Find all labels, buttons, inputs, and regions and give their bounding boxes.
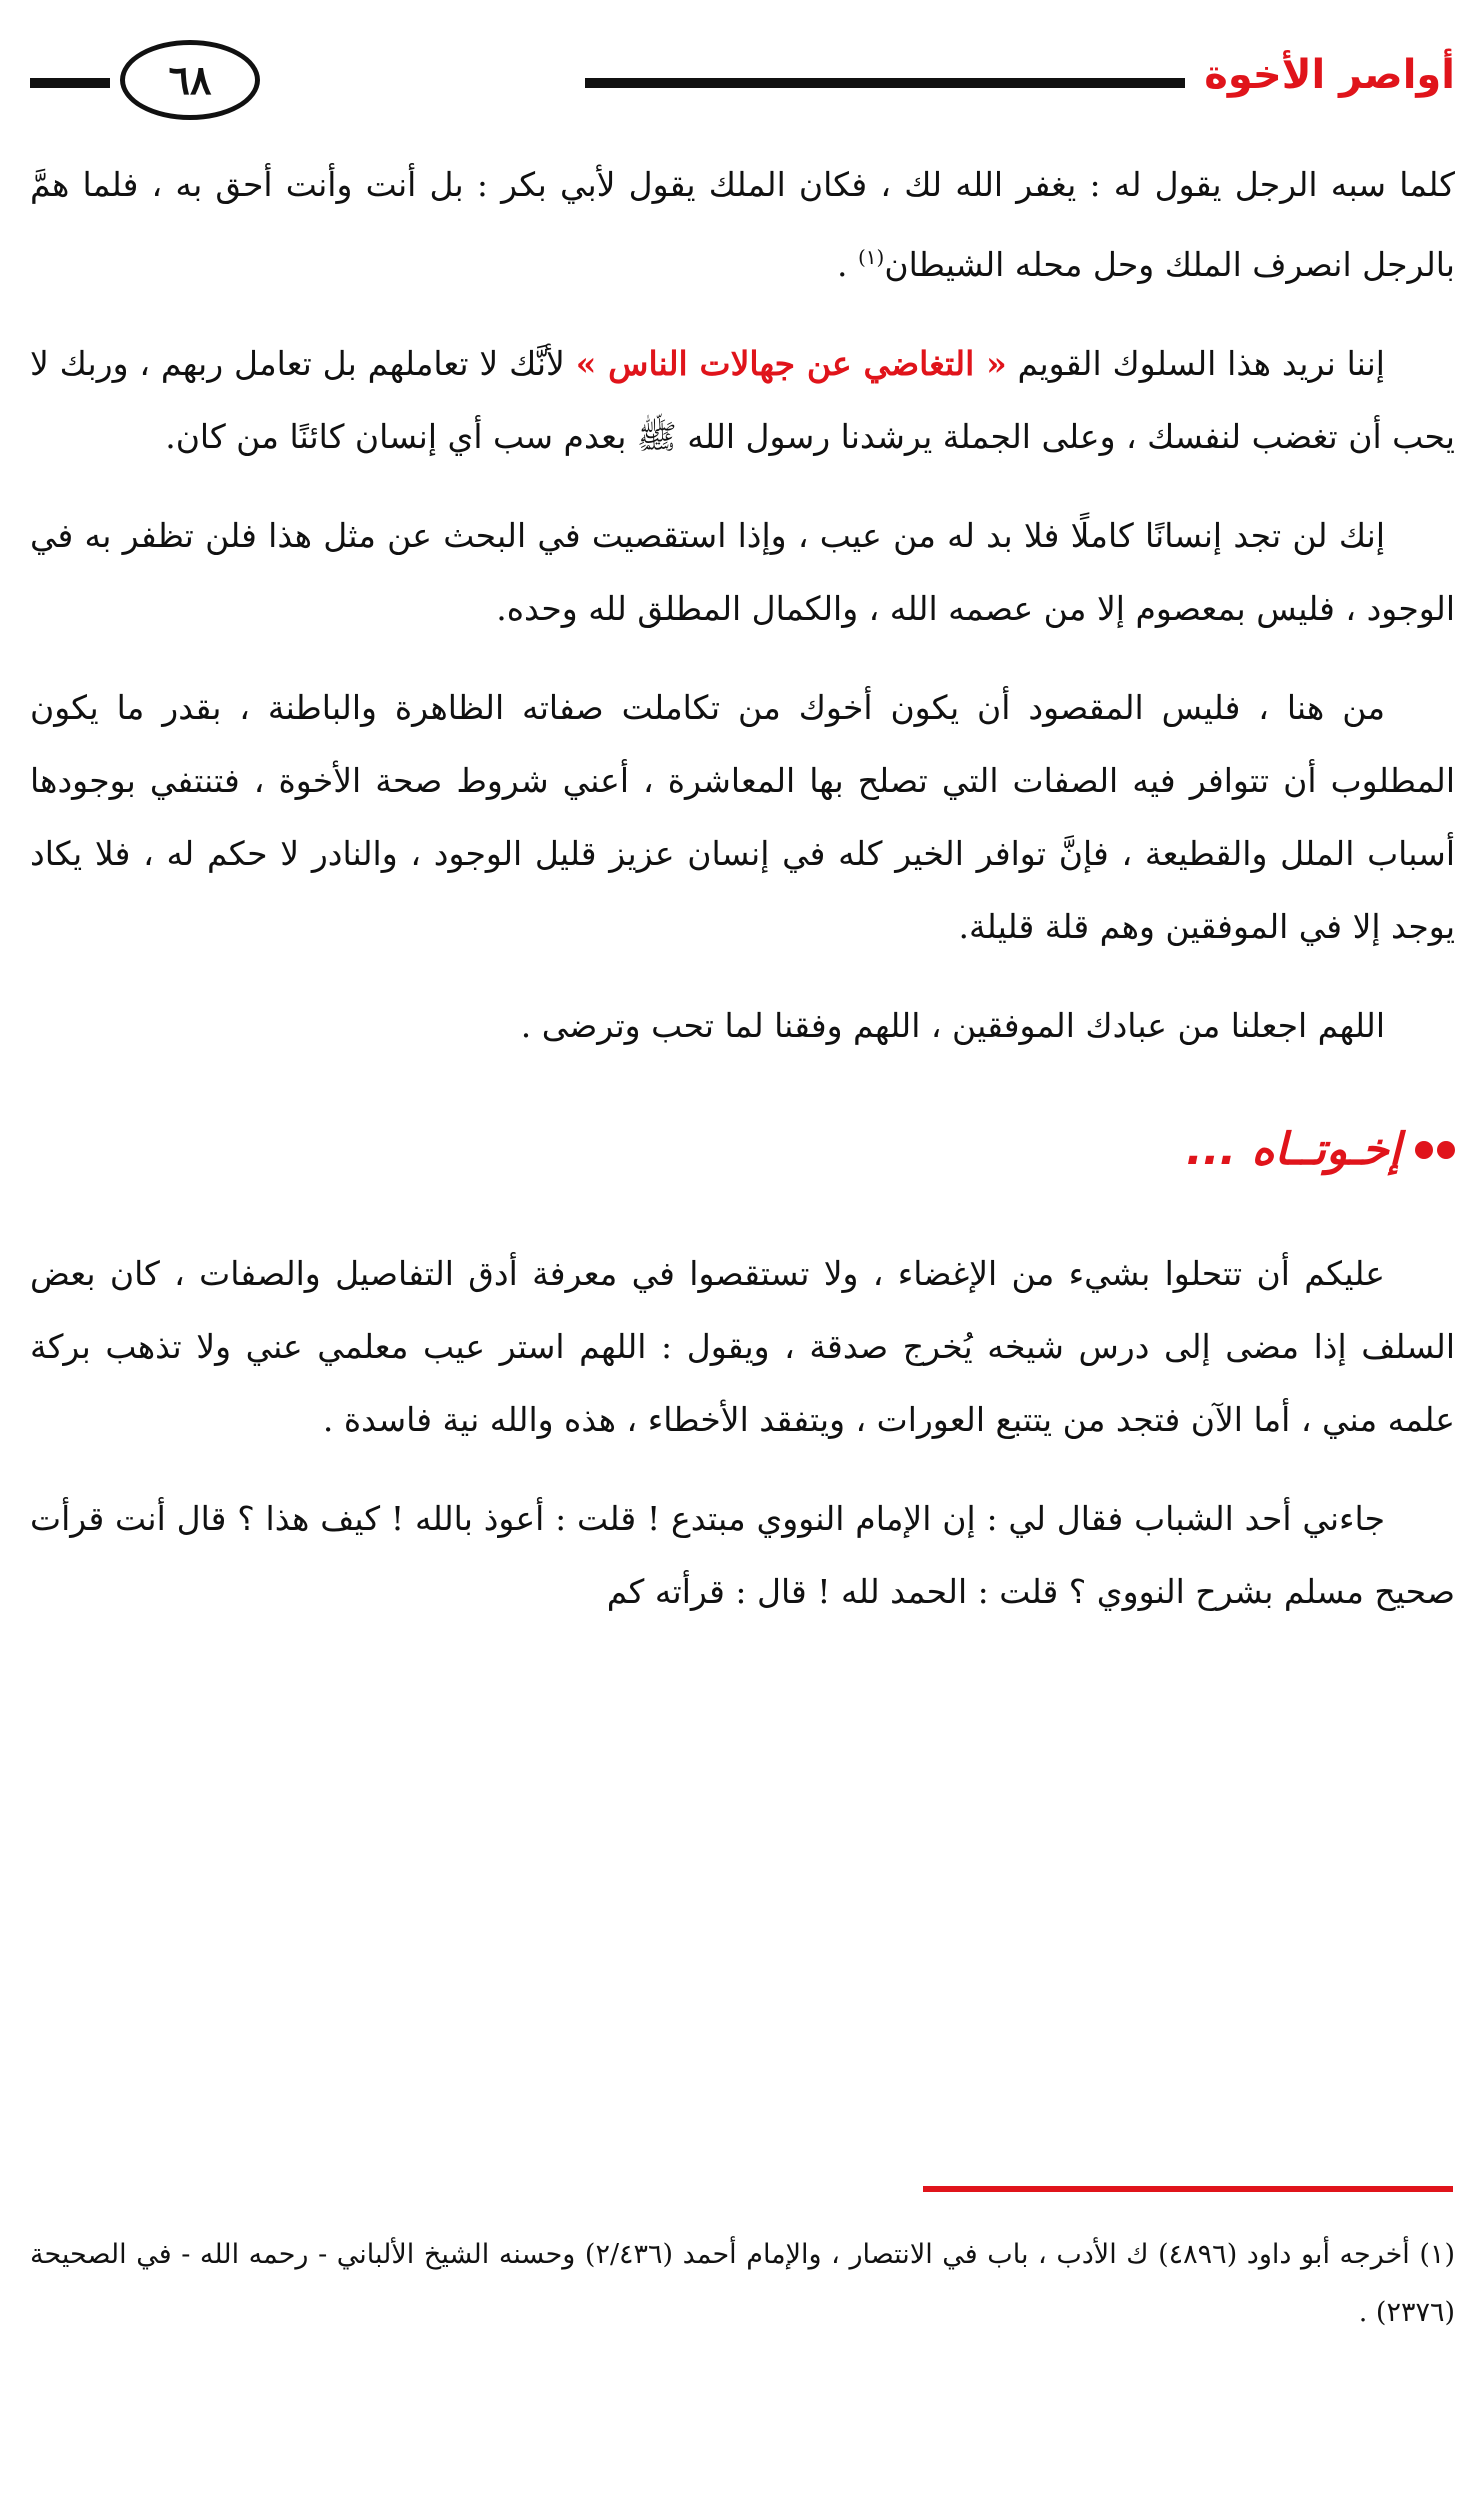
double-bullet-icon — [1415, 1141, 1455, 1159]
footnote: (١) أخرجه أبو داود (٤٨٩٦) ك الأدب ، باب في الانتصار ، والإمام أحمد (٢/٤٣٦) وحسنه الشيخ الألباني - رحمه الله - في الصحيحة (٢٣٧٦) . — [30, 2239, 1455, 2328]
footnote-reference: (١) — [857, 245, 885, 269]
page-number: ٦٨ — [120, 40, 260, 120]
paragraph: اللهم اجعلنا من عبادك الموفقين ، اللهم وفقنا لما تحب وترضى . — [520, 1006, 1385, 1045]
footnote-separator — [923, 2186, 1453, 2192]
header-rule-right — [585, 78, 1185, 88]
paragraph: إنك لن تجد إنسانًا كاملًا فلا بد له من عيب ، وإذا استقصيت في البحث عن مثل هذا فلن تظفر به في الوجود ، فليس بمعصوم إلا من عصمه الله ، والكمال المطلق لله وحده. — [30, 516, 1455, 628]
highlighted-phrase: « التغاضي عن جهالات الناس » — [575, 344, 1007, 383]
paragraph: عليكم أن تتحلوا بشيء من الإغضاء ، ولا تستقصوا في معرفة أدق التفاصيل والصفات ، كان بعض السلف إذا مضى إلى درس شيخه يُخرج صدقة ، ويقول : اللهم استر عيب معلمي عني ولا تذهب بركة علمه مني ، أما الآن فتجد من يتتبع العورات ، ويتفقد الأخطاء ، هذه والله نية فاسدة . — [30, 1254, 1455, 1439]
page-header — [30, 40, 1455, 130]
paragraph: إننا نريد هذا السلوك القويم « التغاضي عن جهالات الناس » لأنَّك لا تعاملهم بل تعامل ربهم ، وربك لا يحب أن تغضب لنفسك ، وعلى الجملة يرشدنا رسول الله ﷺ بعدم سب أي إنسان كائنًا من كان. — [30, 344, 1455, 456]
header-rule-left — [30, 78, 110, 88]
footnotes — [30, 2226, 1455, 2342]
section-heading: إخـوتــاه ... — [30, 1124, 1455, 1175]
paragraph: من هنا ، فليس المقصود أن يكون أخوك من تكاملت صفاته الظاهرة والباطنة ، بقدر ما يكون المطلوب أن تتوافر فيه الصفات التي تصلح بها المعاشرة ، أعني شروط صحة الأخوة ، فتنتفي بوجودها أسباب الملل والقطيعة ، فإنَّ توافر الخير كله في إنسان عزيز قليل الوجود ، والنادر لا حكم له ، فلا يكاد يوجد إلا في الموفقين وهم قلة قليلة. — [30, 688, 1455, 946]
page-body — [30, 148, 1455, 1654]
book-title: أواصر الأخوة — [1204, 52, 1455, 98]
paragraph: كلما سبه الرجل يقول له : يغفر الله لك ، فكان الملك يقول لأبي بكر : بل أنت وأنت أحق به ، فلما همَّ بالرجل انصرف الملك وحل محله الشيطان$^{(١)}$ . — [30, 165, 1455, 284]
paragraph: جاءني أحد الشباب فقال لي : إن الإمام النووي مبتدع ! قلت : أعوذ بالله ! كيف هذا ؟ قال أنت قرأت صحيح مسلم بشرح النووي ؟ قلت : الحمد لله ! قال : قرأته كم — [30, 1499, 1455, 1611]
